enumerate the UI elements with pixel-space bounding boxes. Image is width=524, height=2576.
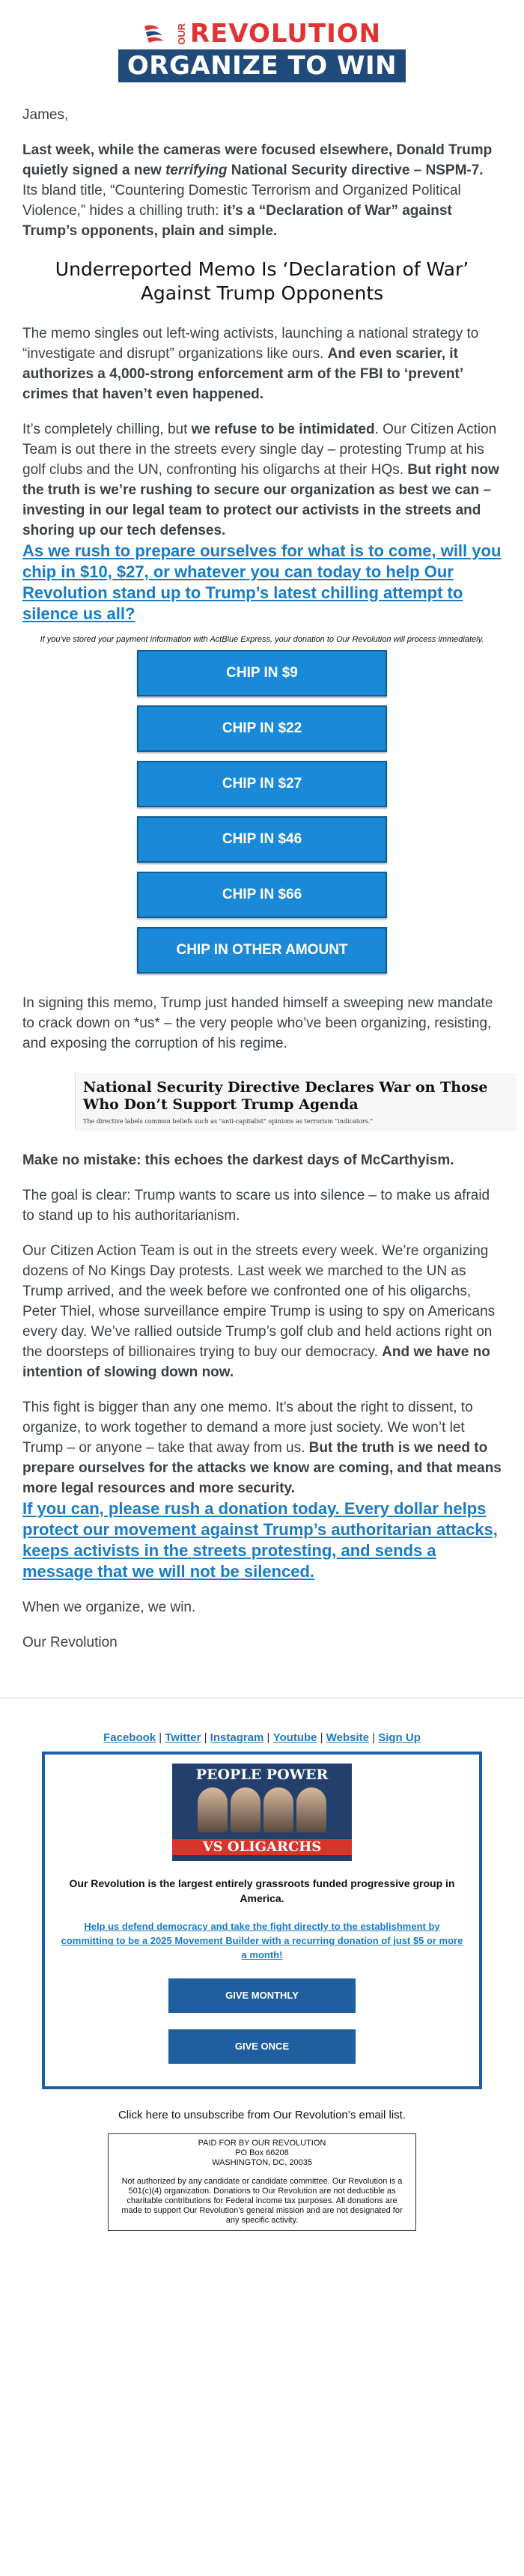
signature: Our Revolution [22,1635,118,1650]
people-power-banner [172,1764,352,1861]
paid-line-1: PAID FOR BY OUR REVOLUTION [198,2139,326,2148]
website-link[interactable]: Website [326,1731,369,1744]
headline: Underreported Memo Is ‘Declaration of War’ Against Trump Opponents [55,258,469,304]
closing-line: When we organize, we win. [22,1600,196,1615]
actblue-note: If you've stored your payment information with ActBlue Express, your donation to Our Revolution will process immediately. [40,635,484,644]
donate-link-2[interactable]: If you can, please rush a donation today. Every dollar helps protect our movement against Trump’s authoritarian attacks, keeps activists in the streets protesting, and sends a message that we will not be silenced. [22,1499,498,1581]
logo-banner: ORGANIZE TO WIN [118,49,406,82]
clip-title: National Security Directive Declares War on Those Who Don’t Support Trump Agenda [83,1079,488,1113]
paid-for-disclaimer [108,2133,416,2231]
chip-in-46-button[interactable]: CHIP IN $46 [137,816,387,863]
chip-in-other-button[interactable]: CHIP IN OTHER AMOUNT [137,927,387,973]
give-monthly-button[interactable]: GIVE MONTHLY [168,1978,356,2013]
oligarch-faces-image [172,1787,352,1832]
give-once-button[interactable]: GIVE ONCE [168,2029,356,2064]
chip-in-66-button[interactable]: CHIP IN $66 [137,872,387,918]
paragraph-mccarthyism: Make no mistake: this echoes the darkest days of McCarthyism. [22,1152,454,1168]
instagram-link[interactable]: Instagram [210,1731,264,1744]
people-power-title: PEOPLE POWER [195,1767,329,1783]
chip-in-27-button[interactable]: CHIP IN $27 [137,761,387,807]
paid-line-3: WASHINGTON, DC, 20035 [212,2158,312,2167]
youtube-link[interactable]: Youtube [272,1731,317,1744]
chip-in-22-button[interactable]: CHIP IN $22 [137,705,387,752]
unsubscribe-link[interactable]: Click here to unsubscribe from Our Revolution’s email list. [118,2109,406,2121]
twitter-link[interactable]: Twitter [165,1731,201,1744]
social-links: Facebook | Twitter | Instagram | Youtube | Website | Sign Up [103,1731,421,1744]
promo-statement: Our Revolution is the largest entirely grassroots funded progressive group in America. [69,1877,455,1904]
paragraph-fight: This fight is bigger than any one memo. It’s about the right to dissent, to organize, to work together to demand a more just society. We won’t let Trump – or anyone – take that away from us. But the truth is we need to prepare ourselves for the attacks we know are coming, and that means more legal resources and more security. [22,1400,502,1496]
paragraph-memo: The memo singles out left-wing activists, launching a national strategy to “investigate and disrupt” organizations like ours. And even scarier, it authorizes a 4,000-strong enforcement arm of the FBI to ‘prevent’ crimes that haven’t even happened. [22,326,479,402]
greeting: James, [22,107,69,123]
news-clipping [75,1073,517,1131]
paragraph-action-team: Our Citizen Action Team is out in the streets every week. We’re organizing dozens of No Kings Day protests. Last week we marched to the UN as Trump arrived, and the week before we confronted one of his oligarchs, Peter Thiel, whose surveillance empire Trump is using to spy on Americans every day. We’ve rallied outside Trump’s golf club and held actions right on the doorsteps of billionaires trying to buy our democracy. And we have no intention of slowing down now. [22,1243,496,1380]
paragraph-mandate: In signing this memo, Trump just handed himself a sweeping new mandate to crack down on *us* – the very people who’ve been organizing, resisting, and exposing the corruption of his regime. [22,995,493,1051]
paragraph-chilling: It’s completely chilling, but we refuse to be intimidated. Our Citizen Action Team is out there in the streets every single day – protesting Trump at his golf clubs and the UN, confronting his oligarchs at their HQs. But right now the truth is we’re rushing to secure our organization as best we can – investing in our legal team to protect our activists in the streets and shoring up our tech defenses. [22,422,499,538]
logo-our: OUR [175,22,187,45]
paid-line-2: PO Box 66208 [235,2148,289,2157]
paragraph-goal: The goal is clear: Trump wants to scare us into silence – to make us afraid to stand up to his authoritarianism. [22,1188,490,1224]
promo-box [42,1752,482,2089]
logo [22,0,502,82]
chip-in-buttons [22,650,502,973]
movement-builder-link[interactable]: Help us defend democracy and take the fight directly to the establishment by committing to be a 2025 Movement Builder with a recurring donation of just $5 or more a month! [61,1921,463,1960]
chip-in-9-button[interactable]: CHIP IN $9 [137,650,387,696]
intro-paragraph: Last week, while the cameras were focused elsewhere, Donald Trump quietly signed a new terrifying National Security directive – NSPM-7. Its bland title, “Countering Domestic Terrorism and Organized Political Violence,” hides a chilling truth: it’s a “Declaration of War” against Trump’s opponents, plain and simple. [22,142,493,239]
donate-link-1[interactable]: As we rush to prepare ourselves for what is to come, will you chip in $10, $27, or whatever you can today to help Our Revolution stand up to Trump’s latest chilling attempt to silence us all? [22,541,502,623]
sign-up-link[interactable]: Sign Up [378,1731,421,1744]
vs-oligarchs-label: VS OLIGARCHS [172,1839,352,1855]
facebook-link[interactable]: Facebook [103,1731,156,1744]
paid-disclaimer-text: Not authorized by any candidate or candidate committee. Our Revolution is a 501(c)(4) organization. Donations to Our Revolution are not deductible as charitable contributions for Federal income tax purposes. All donations are made to support Our Revolution’s general mission and are not designated for any specific activity. [121,2177,403,2225]
flag-icon [143,22,173,46]
logo-revolution: REVOLUTION [189,19,382,49]
clip-subtitle: The directive labels common beliefs such as "anti-capitalist" opinions as terrorism "indicators." [83,1118,374,1125]
